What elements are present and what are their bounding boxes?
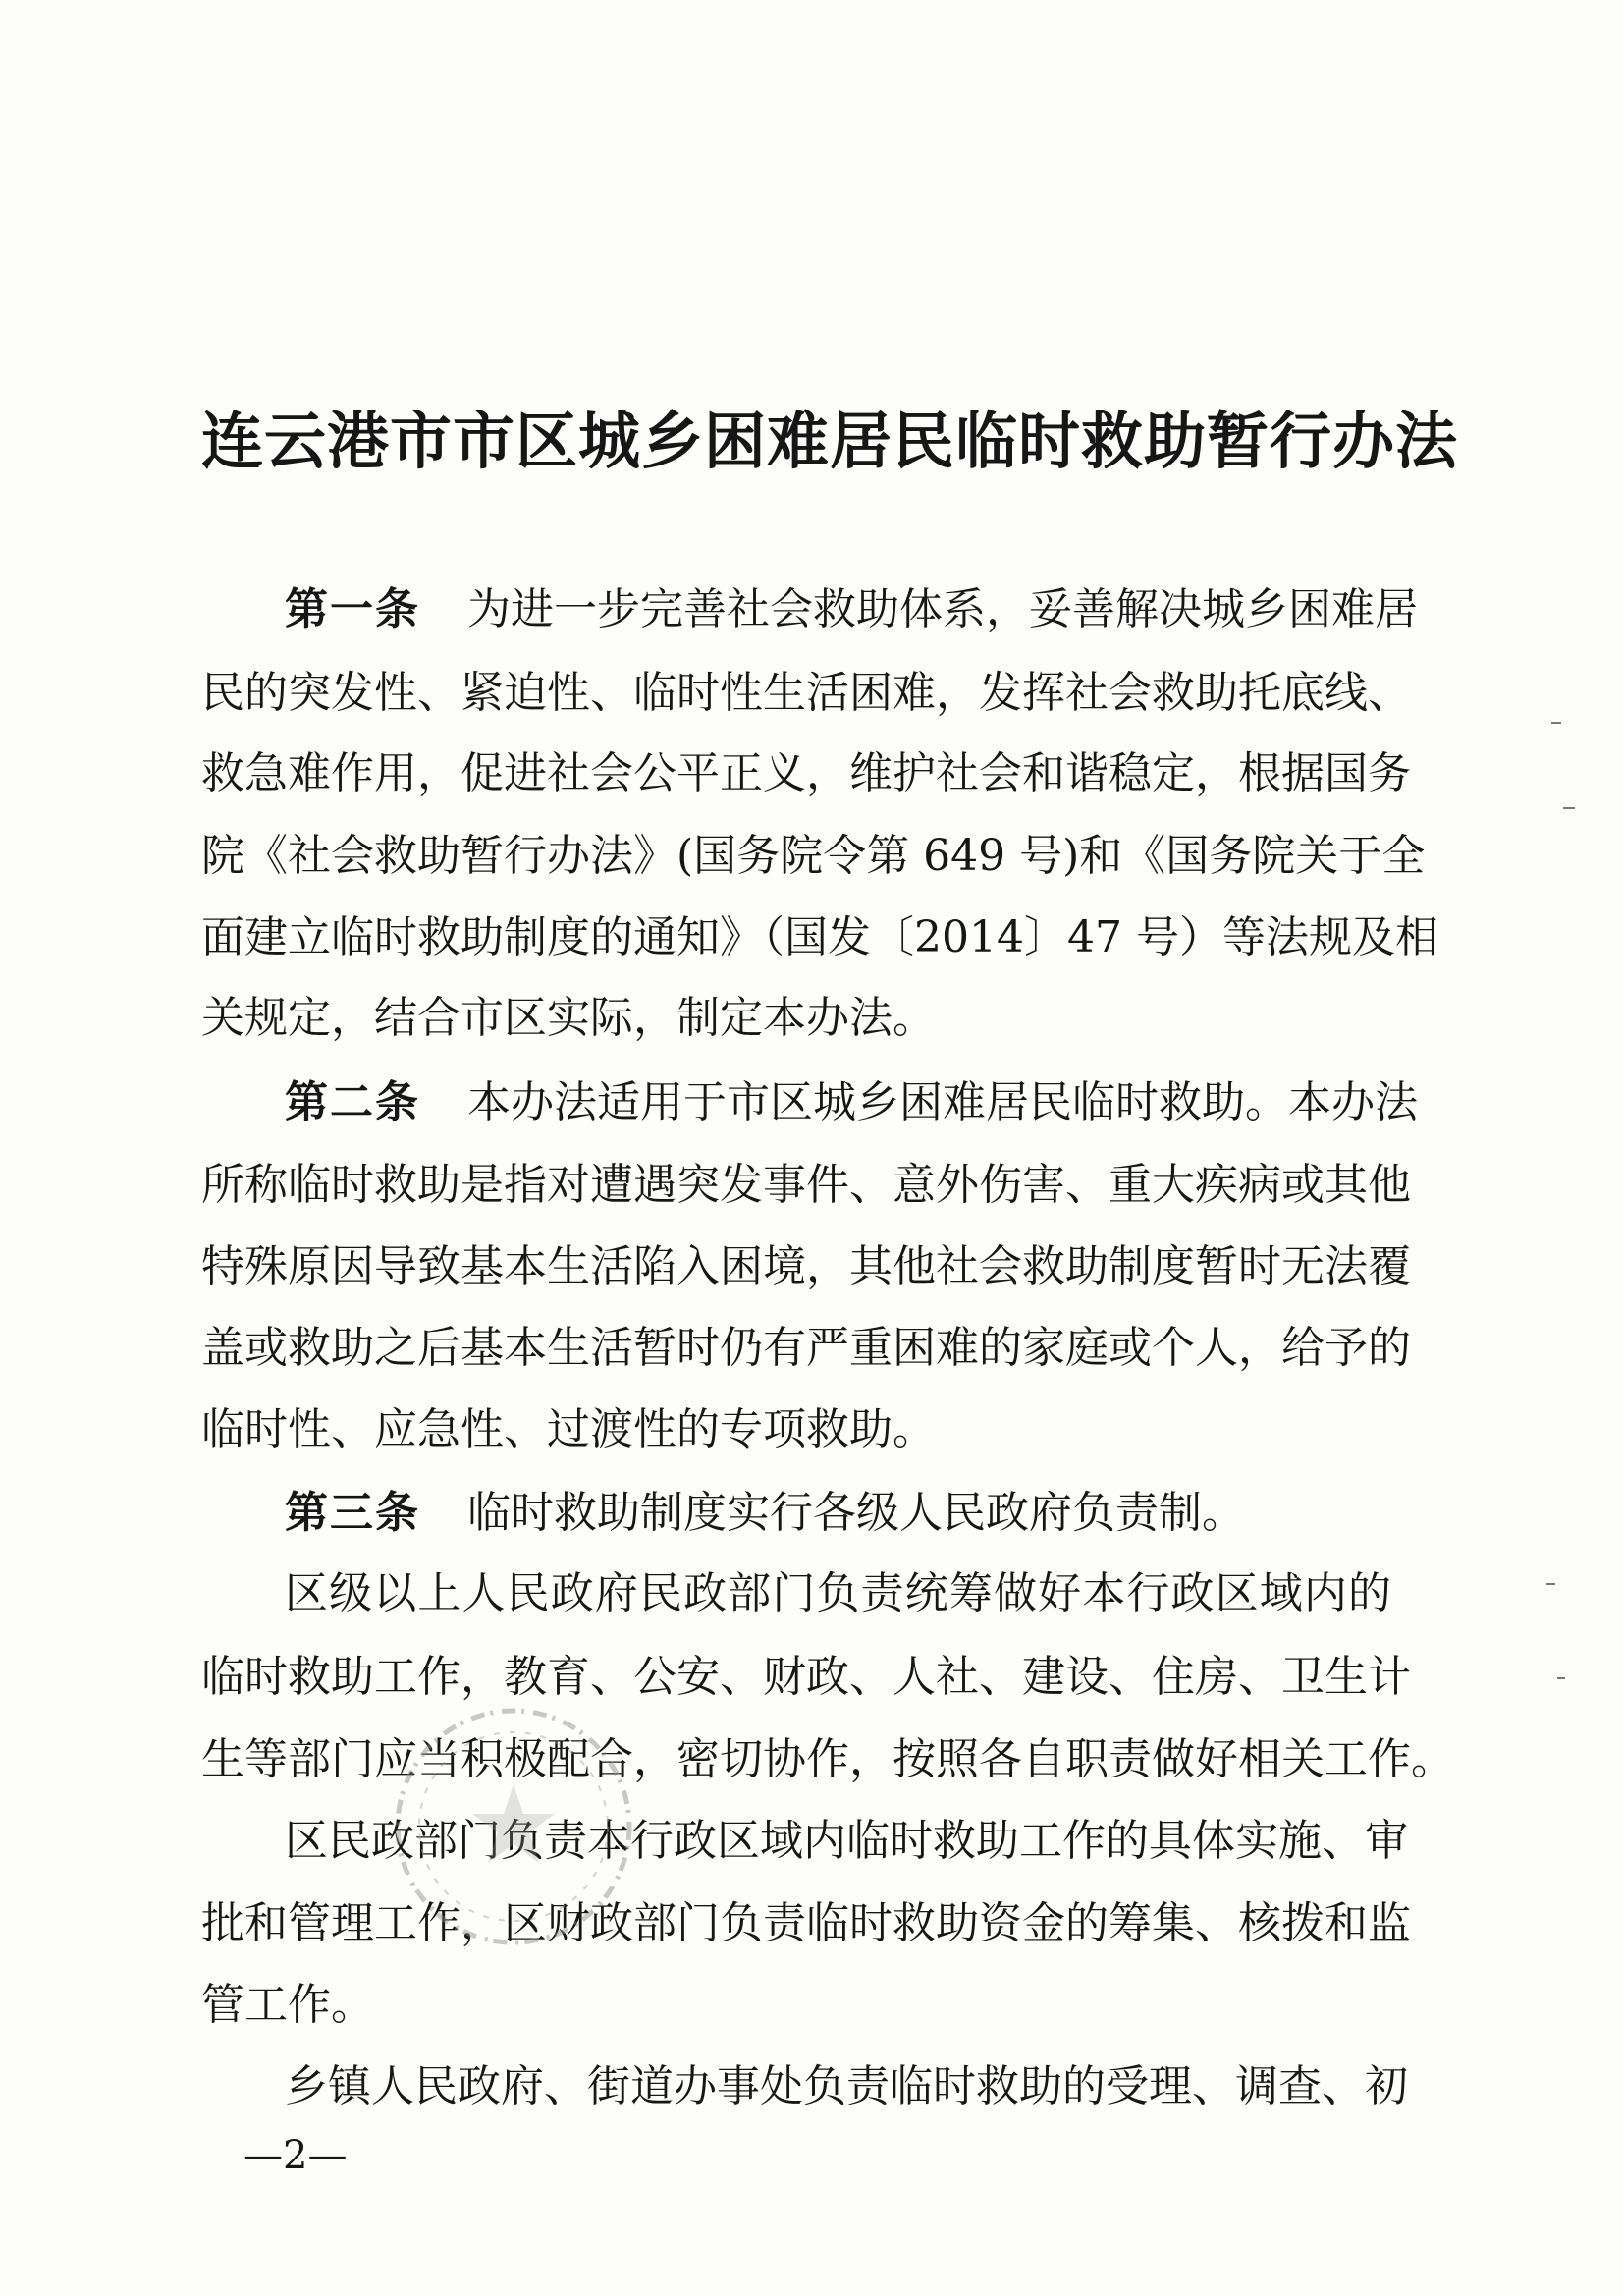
- article-2-line-2: 所称临时救助是指对遭遇突发事件、意外伤害、重大疾病或其他: [201, 1160, 1411, 1210]
- civil-para-line-3: 管工作。: [201, 1980, 374, 2030]
- article-1-line-1: 第一条 为进一步完善社会救助体系，妥善解决城乡困难居: [285, 584, 1418, 634]
- district-para-line-1: 区级以上人民政府民政部门负责统筹做好本行政区域内的: [285, 1568, 1391, 1618]
- article-1-line-6: 关规定，结合市区实际，制定本办法。: [201, 993, 936, 1043]
- article-3-line-1: 第三条 临时救助制度实行各级人民政府负责制。: [285, 1488, 1245, 1538]
- article-2-line-5: 临时性、应急性、过渡性的专项救助。: [201, 1404, 936, 1454]
- document-title: 连云港市市区城乡困难居民临时救助暂行办法: [201, 405, 1458, 477]
- article-1-line-2: 民的突发性、紧迫性、临时性生活困难，发挥社会救助托底线、: [201, 668, 1411, 718]
- article-2-line-4: 盖或救助之后基本生活暂时仍有严重困难的家庭或个人，给予的: [201, 1323, 1411, 1373]
- article-1-label: 第一条: [285, 584, 420, 634]
- district-para-line-3: 生等部门应当积极配合，密切协作，按照各自职责做好相关工作。: [201, 1734, 1454, 1784]
- scan-speck: [1551, 722, 1561, 724]
- article-2-line-3: 特殊原因导致基本生活陷入困境，其他社会救助制度暂时无法覆: [201, 1241, 1411, 1291]
- article-3-label: 第三条: [285, 1488, 420, 1538]
- article-2-line-1: 第二条 本办法适用于市区城乡困难居民临时救助。本办法: [285, 1077, 1418, 1127]
- civil-para-line-2: 批和管理工作，区财政部门负责临时救助资金的筹集、核拨和监: [201, 1898, 1411, 1948]
- article-2-label: 第二条: [285, 1077, 420, 1127]
- page-number: —2—: [243, 2133, 348, 2178]
- civil-para-line-1: 区民政部门负责本行政区域内临时救助工作的具体实施、审: [285, 1816, 1408, 1866]
- township-para-line-1: 乡镇人民政府、街道办事处负责临时救助的受理、调查、初: [285, 2061, 1408, 2111]
- scan-speck: [1557, 1677, 1565, 1679]
- article-1-line-4: 院《社会救助暂行办法》(国务院令第 649 号)和《国务院关于全: [201, 831, 1426, 881]
- scan-speck: [1563, 807, 1575, 809]
- district-para-line-2: 临时救助工作，教育、公安、财政、人社、建设、住房、卫生计: [201, 1652, 1411, 1702]
- article-1-line-5: 面建立临时救助制度的通知》（国发〔2014〕47 号）等法规及相: [201, 912, 1438, 962]
- scan-speck: [1546, 1583, 1555, 1585]
- article-1-line-3: 救急难作用，促进社会公平正义，维护社会和谐稳定，根据国务: [201, 748, 1411, 798]
